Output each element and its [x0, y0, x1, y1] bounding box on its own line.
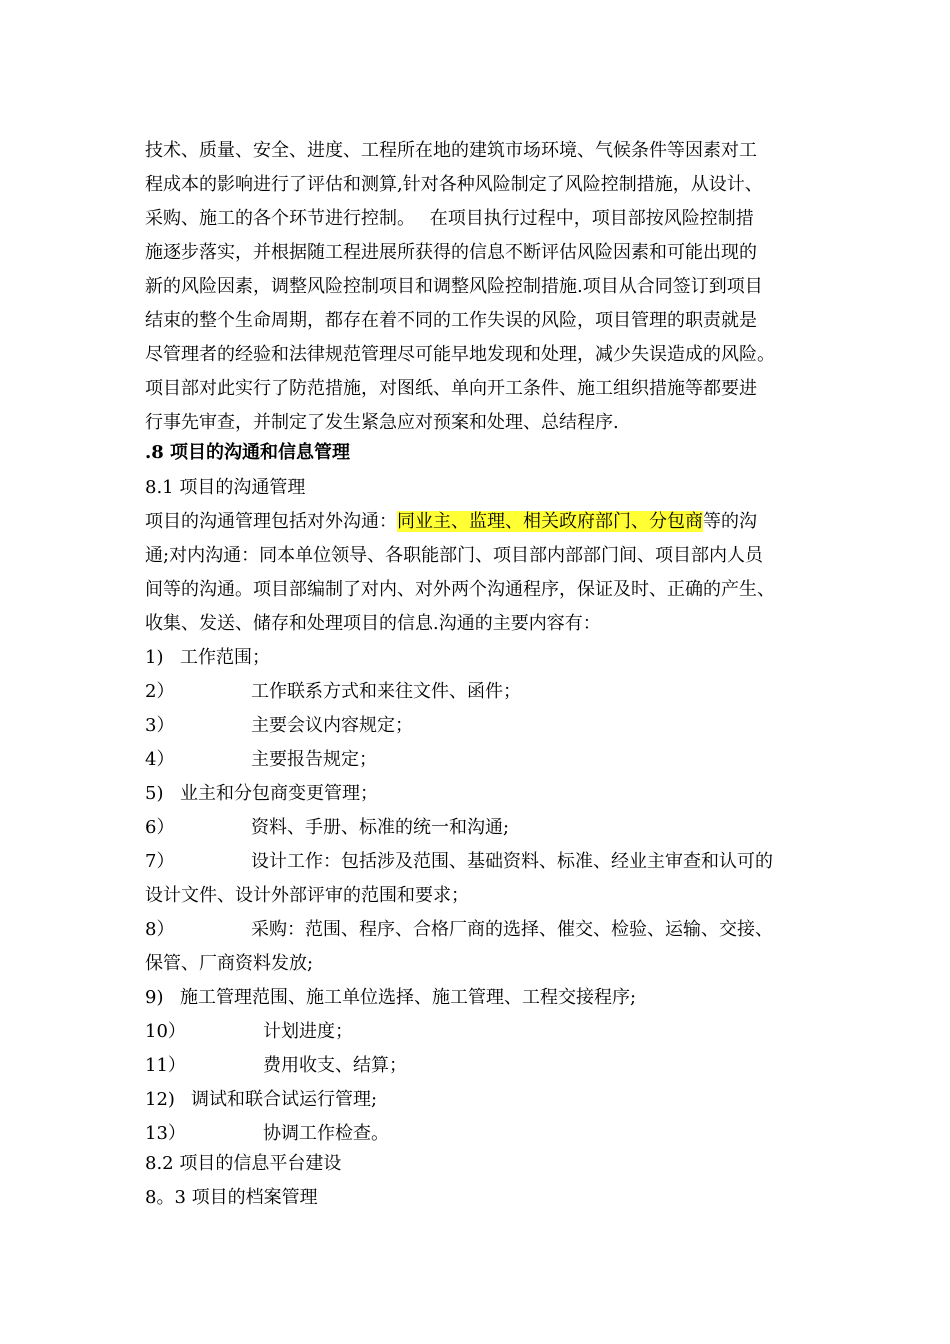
list-text: 协调工作检查。: [263, 1123, 389, 1144]
list-number: 13）: [145, 1123, 186, 1144]
paragraph-line: 施逐步落实，并根据随工程进展所获得的信息不断评估风险因素和可能出现的: [145, 242, 757, 263]
list-number: 1): [145, 647, 164, 668]
paragraph-line: [145, 510, 757, 534]
list-item-continuation: 保管、厂商资料发放;: [145, 953, 314, 974]
list-number: 11）: [145, 1055, 186, 1076]
list-text: 费用收支、结算；: [263, 1055, 407, 1076]
list-number: 9): [145, 987, 164, 1008]
list-number: 10）: [145, 1021, 186, 1042]
list-number: 4）: [145, 749, 175, 770]
paragraph-line: 采购、施工的各个环节进行控制。 在项目执行过程中，项目部按风险控制措: [145, 208, 754, 229]
paragraph-line: 新的风险因素，调整风险控制项目和调整风险控制措施.项目从合同签订到项目: [145, 276, 763, 297]
list-item: [145, 1122, 389, 1146]
list-text: 主要会议内容规定；: [251, 715, 413, 736]
list-text: 业主和分包商变更管理；: [180, 783, 378, 804]
list-item: [145, 1020, 353, 1044]
list-text: 施工管理范围、施工单位选择、施工管理、工程交接程序;: [180, 987, 637, 1008]
list-text: 主要报告规定；: [251, 749, 377, 770]
subsection-heading: 8.2 项目的信息平台建设: [145, 1153, 342, 1174]
list-number: 8）: [145, 919, 175, 940]
paragraph-line: 项目部对此实行了防范措施，对图纸、单向开工条件、施工组织措施等都要进: [145, 378, 757, 399]
text-run: 项目的沟通管理包括对外沟通：: [145, 511, 397, 532]
list-number: 12): [145, 1089, 175, 1110]
paragraph-line: 技术、质量、安全、进度、工程所在地的建筑市场环境、气候条件等因素对工: [145, 140, 757, 161]
highlighted-text: 同业主、监理、相关政府部门、分包商: [397, 511, 703, 532]
list-item: [145, 1054, 407, 1078]
list-item: [145, 680, 521, 704]
list-item: [145, 782, 378, 806]
text-run: 等的沟: [703, 511, 757, 532]
list-text: 资料、手册、标准的统一和沟通;: [251, 817, 510, 838]
paragraph-line: 间等的沟通。项目部编制了对内、对外两个沟通程序，保证及时、正确的产生、: [145, 579, 775, 600]
list-number: 6）: [145, 817, 175, 838]
list-number: 7）: [145, 851, 175, 872]
list-item: [145, 714, 413, 738]
list-text: 工作范围；: [180, 647, 270, 668]
list-text: 设计工作：包括涉及范围、基础资料、标准、经业主审查和认可的: [251, 851, 773, 872]
subsection-heading: 8.1 项目的沟通管理: [145, 477, 306, 498]
list-item: [145, 1088, 377, 1112]
paragraph-line: 通;对内沟通：同本单位领导、各职能部门、项目部内部部门间、项目部内人员: [145, 545, 764, 566]
section-heading: .8 项目的沟通和信息管理: [145, 442, 351, 463]
list-item: [145, 816, 509, 840]
paragraph-line: 结束的整个生命周期，都存在着不同的工作失误的风险，项目管理的职责就是: [145, 310, 757, 331]
list-text: 采购：范围、程序、合格厂商的选择、催交、检验、运输、交接、: [251, 919, 773, 940]
list-item: [145, 986, 636, 1010]
list-text: 工作联系方式和来往文件、函件；: [251, 681, 521, 702]
list-item-continuation: 设计文件、设计外部评审的范围和要求；: [145, 885, 469, 906]
list-text: 调试和联合试运行管理;: [191, 1089, 378, 1110]
list-number: 2）: [145, 681, 175, 702]
paragraph-line: 行事先审查，并制定了发生紧急应对预案和处理、总结程序.: [145, 412, 619, 433]
paragraph-line: 程成本的影响进行了评估和测算,针对各种风险制定了风险控制措施，从设计、: [145, 174, 763, 195]
list-number: 3）: [145, 715, 175, 736]
list-item: [145, 850, 773, 874]
paragraph-line: 收集、发送、储存和处理项目的信息.沟通的主要内容有：: [145, 613, 601, 634]
subsection-heading: 8。3 项目的档案管理: [145, 1187, 318, 1208]
list-item: [145, 918, 773, 942]
list-number: 5): [145, 783, 164, 804]
list-text: 计划进度；: [263, 1021, 353, 1042]
list-item: [145, 646, 270, 670]
paragraph-line: 尽管理者的经验和法律规范管理尽可能早地发现和处理，减少失误造成的风险。: [145, 344, 775, 365]
list-item: [145, 748, 377, 772]
